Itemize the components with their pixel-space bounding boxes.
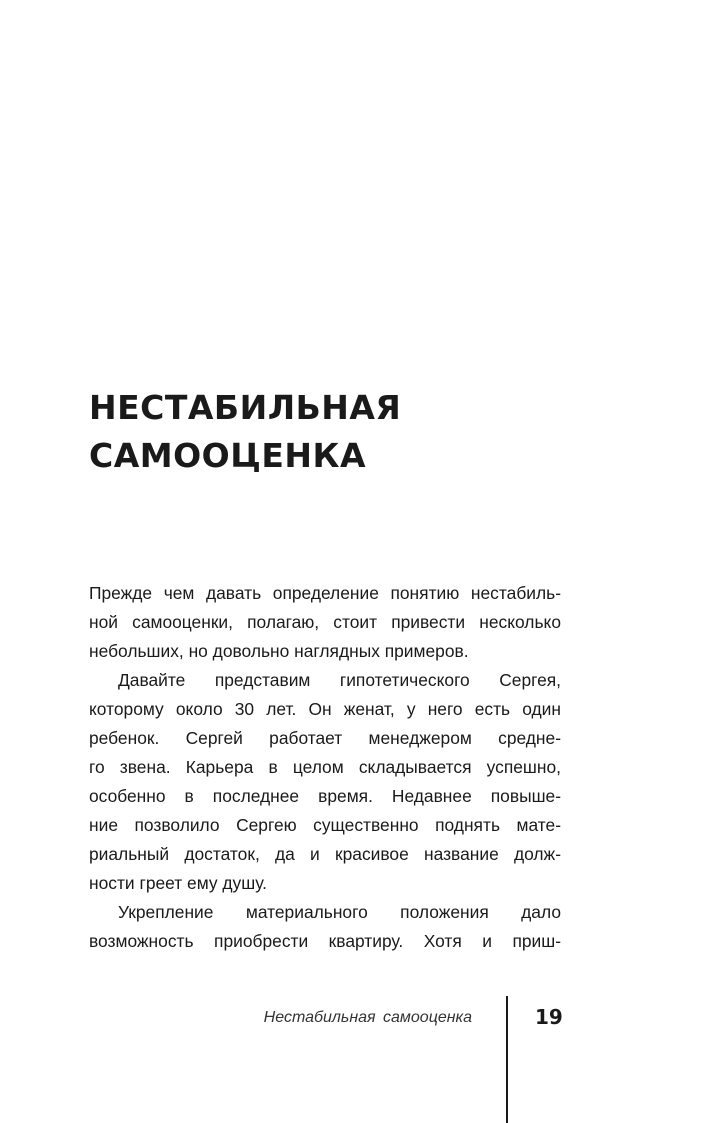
text-line: Укрепление материального положения дало [118,902,561,922]
chapter-title-line-2: САМООЦЕНКА [89,436,366,475]
text-line: небольших, но довольно наглядных примеров. [89,641,469,661]
text-line: го звена. Карьера в целом складывается успешно, [89,757,561,777]
text-line: ребенок. Сергей работает менеджером средне- [89,728,561,748]
text-line: возможность приобрести квартиру. Хотя и приш- [89,931,561,951]
text-line: Прежде чем давать определение понятию нестабиль- [89,583,561,603]
text-line: Давайте представим гипотетического Сергея, [118,670,561,690]
page-number: 19 [535,1005,563,1029]
text-line: ности греет ему душу. [89,873,267,893]
text-line: ной самооценки, полагаю, стоит привести несколько [89,612,561,632]
chapter-title-line-1: НЕСТАБИЛЬНАЯ [89,388,402,427]
text-line: ние позволило Сергею существенно поднять мате- [89,815,561,835]
body-text [89,579,561,956]
text-line: которому около 30 лет. Он женат, у него есть один [89,699,561,719]
chapter-title [89,384,569,480]
text-line: особенно в последнее время. Недавнее повыше- [89,786,561,806]
footer-divider [506,996,508,1123]
text-line: риальный достаток, да и красивое название долж- [89,844,561,864]
running-footer-title: Нестабильная самооценка [263,1009,472,1026]
